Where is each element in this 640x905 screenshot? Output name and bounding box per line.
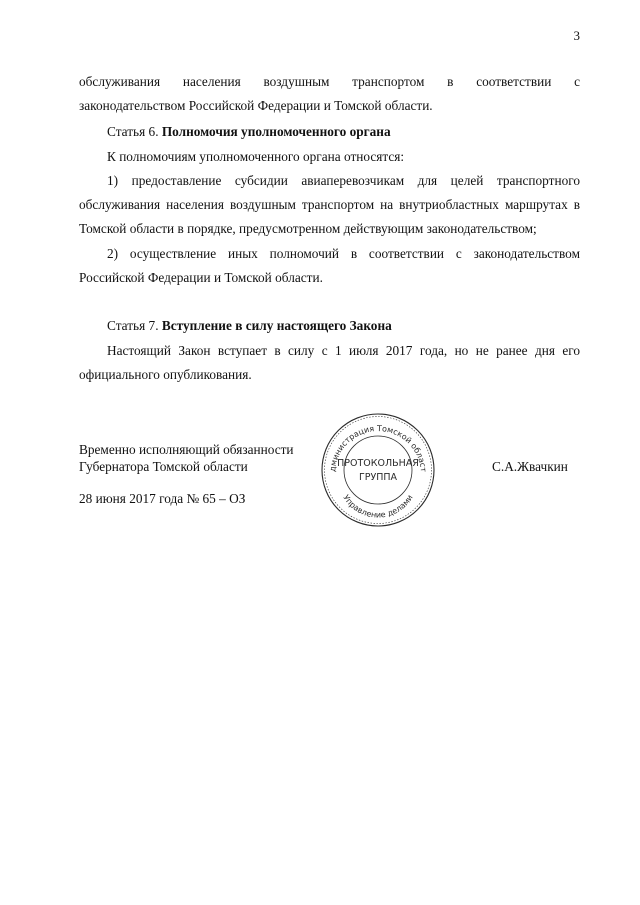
article-6-item-2-first: 2) осуществление иных полномочий в соответствии с законодательством [107, 246, 580, 261]
article-6-intro: К полномочиям уполномоченного органа относятся: [107, 149, 405, 164]
article-6-title: Полномочия уполномоченного органа [161, 124, 391, 139]
article-6-item-1-first: 1) предоставление субсидии авиаперевозчикам для целей транспортного [107, 173, 580, 188]
signatory-position-line-2: Губернатора Томской области [79, 459, 248, 474]
article-6-prefix: Статья 6. [107, 124, 159, 139]
stamp-outer-bottom-text: Управление делами [341, 493, 415, 520]
signatory-position-line-1: Временно исполняющий обязанности [79, 442, 294, 457]
stamp-graphic [318, 410, 438, 530]
continuation-line-1: обслуживания населения воздушным транспортом в соответствии с [79, 74, 580, 89]
page-number: 3 [573, 28, 580, 43]
law-date-number: 28 июня 2017 года № 65 – ОЗ [79, 491, 246, 506]
article-6-item-1-rest: обслуживания населения воздушным транспортом на внутриобластных маршрутах в Томской области в порядке, предусмотренном действующим законодательством; [79, 197, 580, 236]
article-6-item-2-rest: Российской Федерации и Томской области. [79, 270, 323, 285]
stamp-center-line-2: ГРУППА [358, 472, 398, 483]
article-7-body-first: Настоящий Закон вступает в силу с 1 июля 2017 года, но не ранее дня его [107, 343, 580, 358]
stamp-center-line-1: ПРОТОКОЛЬНАЯ [337, 458, 419, 469]
article-7-body-rest: официального опубликования. [79, 367, 252, 382]
stamp-inner-ring [344, 436, 412, 504]
signatory-name: С.А.Жвачкин [492, 459, 568, 474]
article-7-heading [107, 316, 392, 336]
stamp-outer-top-text: дминистрация Томской област [328, 423, 428, 473]
article-6-heading [107, 122, 391, 142]
official-stamp [318, 410, 438, 530]
article-7-title: Вступление в силу настоящего Закона [161, 318, 392, 333]
article-7-prefix: Статья 7. [107, 318, 159, 333]
continuation-line-2: законодательством Российской Федерации и Томской области. [79, 98, 433, 113]
